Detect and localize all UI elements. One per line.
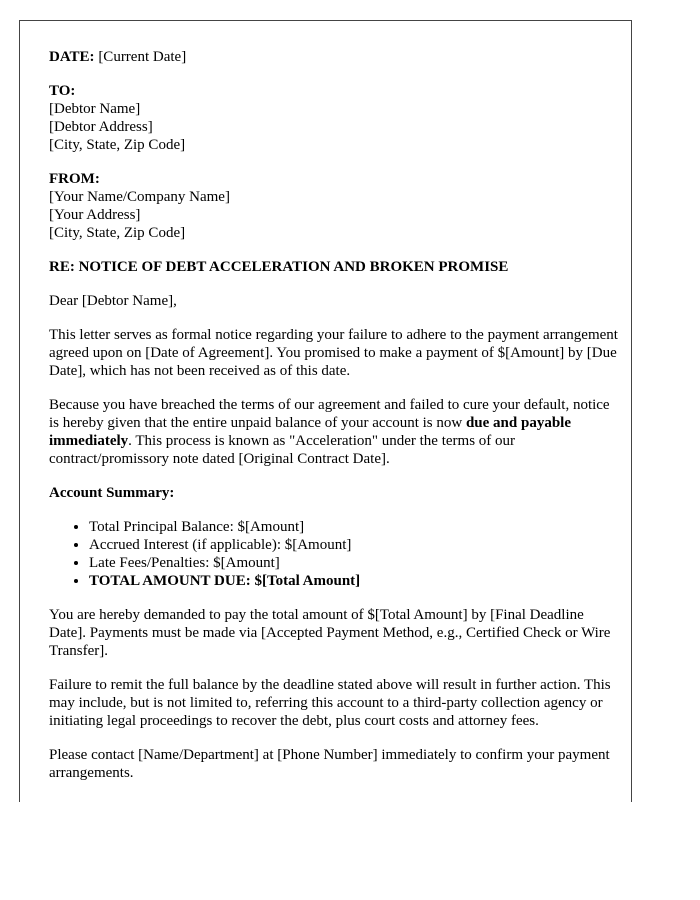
from-line-name: [Your Name/Company Name] bbox=[49, 189, 230, 205]
acceleration-text-after: . This process is known as "Acceleration" under the terms of our contract/promissory note dated [Original Contract Date]. bbox=[49, 433, 516, 467]
paragraph-consequences: Failure to remit the full balance by the deadline stated above will result in further action. This may include, but is not limited to, referring this account to a third-party collection agency or initiating legal proceedings to recover the debt, plus court costs and attorney fees. bbox=[49, 677, 611, 729]
paragraph-demand: You are hereby demanded to pay the total amount of $[Total Amount] by [Final Deadline Date]. Payments must be made via [Accepted Payment Method, e.g., Certified Check or Wire Transfer]. bbox=[49, 607, 611, 659]
date-line bbox=[49, 48, 619, 66]
summary-total-text: TOTAL AMOUNT DUE: $[Total Amount] bbox=[89, 573, 361, 589]
date-value: [Current Date] bbox=[94, 49, 187, 65]
paragraph-notice: This letter serves as formal notice regarding your failure to adhere to the payment arrangement agreed upon on [Date of Agreement]. You promised to make a payment of $[Amount] by [Due Date], which has not been received as of this date. bbox=[49, 327, 618, 379]
summary-heading: Account Summary: bbox=[49, 485, 175, 501]
from-block bbox=[49, 170, 619, 242]
from-line-city: [City, State, Zip Code] bbox=[49, 225, 186, 241]
letter-page bbox=[19, 20, 632, 802]
account-summary-list bbox=[49, 518, 619, 590]
to-line-name: [Debtor Name] bbox=[49, 101, 141, 117]
summary-item-interest: • Accrued Interest (if applicable): $[Amount] bbox=[89, 536, 619, 554]
summary-item-total bbox=[89, 572, 619, 590]
paragraph-acceleration bbox=[49, 396, 619, 468]
from-line-address: [Your Address] bbox=[49, 207, 141, 223]
to-line-city: [City, State, Zip Code] bbox=[49, 137, 186, 153]
to-label: TO: bbox=[49, 83, 76, 99]
salutation: Dear [Debtor Name], bbox=[49, 293, 177, 309]
paragraph-contact: Please contact [Name/Department] at [Phone Number] immediately to confirm your payment arrangements. bbox=[49, 747, 610, 781]
acceleration-text-before: Because you have breached the terms of our agreement and failed to cure your default, notice is hereby given that the entire unpaid balance of your account is now bbox=[49, 397, 610, 431]
subject-text: RE: NOTICE OF DEBT ACCELERATION AND BROKEN PROMISE bbox=[49, 259, 509, 275]
acceleration-text-bold: due and payable immediately bbox=[49, 415, 571, 449]
date-label: DATE: bbox=[49, 49, 95, 65]
to-block bbox=[49, 82, 619, 154]
to-line-address: [Debtor Address] bbox=[49, 119, 153, 135]
from-label: FROM: bbox=[49, 171, 100, 187]
summary-item-fees: • Late Fees/Penalties: $[Amount] bbox=[89, 554, 619, 572]
summary-item-principal: • Total Principal Balance: $[Amount] bbox=[89, 518, 619, 536]
summary-heading-block bbox=[49, 484, 619, 502]
subject-line bbox=[49, 258, 619, 276]
